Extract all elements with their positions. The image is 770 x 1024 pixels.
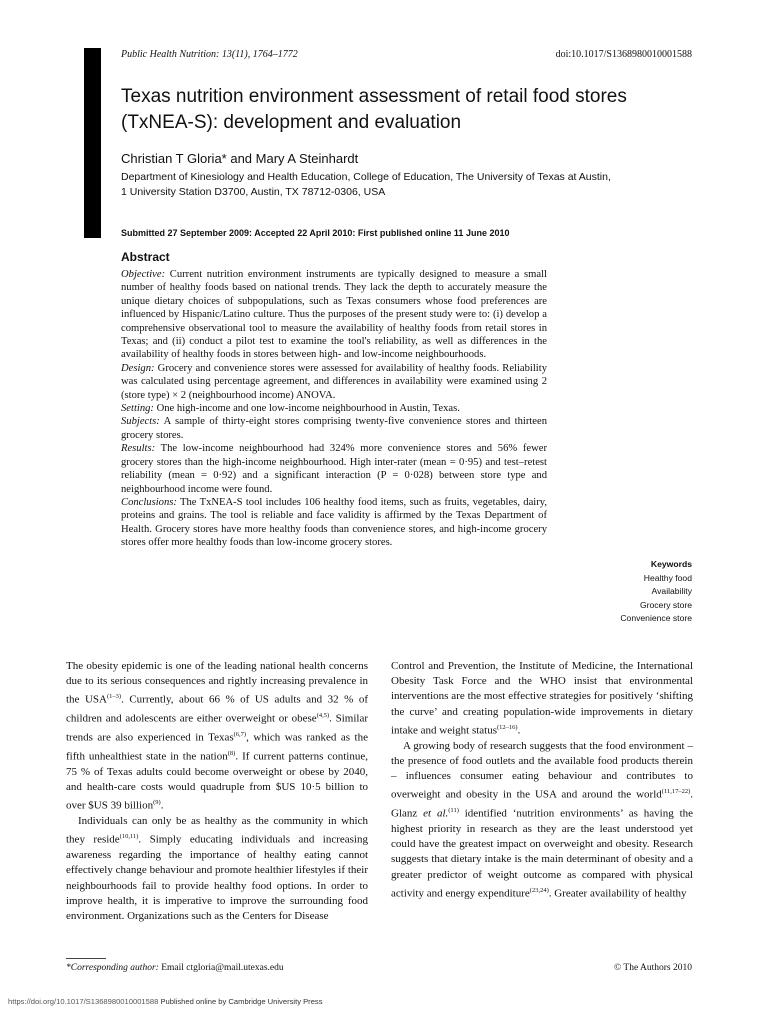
published-online-text: Published online by Cambridge University Press [158,997,323,1006]
keyword-item: Healthy food [643,572,692,583]
citation-ref[interactable]: (10,11) [119,833,139,841]
abstract-label: Setting: [121,403,154,415]
abstract-label: Results: [121,443,156,455]
body-paragraph: Individuals can only be as healthy as the community in which they reside$^{(10,11)}$. Simply educating individuals and increasing awareness regarding the importance of healthy eating cannot effectively change behaviour and promote healthier lifestyles if their neighbourhoods fail to provide healthy food options. In order to improve health, it is imperative to improve the surrounding food environment. Organizations such as the Centers for Disease [66,815,368,922]
body-paragraph: Control and Prevention, the Institute of Medicine, the International Obesity Task Force and the WHO insist that environmental interventions are the most effective strategies for positively ‘shifting the curve’ and creating population-wide improvements in dietary intake and weight status$^{(12-16)}$. [391,660,693,737]
citation-ref[interactable]: (6,7) [233,731,247,739]
article-title: Texas nutrition environment assessment of retail food stores (TxNEA-S): development and evaluation [121,86,627,133]
abstract-text: Grocery and convenience stores were assessed for availability of healthy foods. Reliability was calculated using percentage agreement, and differences in availability were examined using 2 (store type) × 2 (neighbourhood income) ANOVA. [121,362,547,401]
abstract-setting [121,402,547,415]
citation-ref[interactable]: (12–16) [497,723,518,731]
body-column-right [391,659,693,902]
doi-link[interactable]: https://doi.org/10.1017/S1368980010001588 [8,997,159,1006]
abstract-label: Subjects: [121,416,160,428]
affiliation [121,170,701,200]
abstract-conclusions [121,496,547,550]
abstract-text: The low-income neighbourhood had 324% more convenience stores and 56% fewer grocery stores than the high-income neighbourhood. High inter-rater (mean = 0·95) and test–retest reliability (mean = 0·92) and a significant interaction (P = 0·028) between store type and neighbourhood income were found. [121,443,547,495]
abstract-text: A sample of thirty-eight stores comprising twenty-five convenience stores and thirteen grocery stores. [121,416,547,441]
citation-ref[interactable]: (9) [153,799,161,807]
abstract-label: Design: [121,362,155,374]
cambridge-footer [8,997,323,1006]
citation-ref[interactable]: (1–3) [106,693,122,701]
citation-ref[interactable]: (11,17–22) [661,788,691,796]
citation-ref[interactable]: (23,24) [529,886,549,894]
abstract-design [121,362,547,402]
keywords-box [572,558,692,626]
abstract-subjects [121,415,547,442]
citation-ref[interactable]: (11) [448,807,459,815]
keywords-heading: Keywords [650,559,692,569]
abstract-heading: Abstract [121,250,170,264]
authors: Christian T Gloria* and Mary A Steinhardt [121,151,359,166]
copyright-notice: © The Authors 2010 [613,963,692,973]
citation-ref[interactable]: (8) [227,749,236,757]
affiliation-line-2: 1 University Station D3700, Austin, TX 78712-0306, USA [121,186,386,198]
abstract-results [121,442,547,496]
body-paragraph: The obesity epidemic is one of the leading national health concerns due to its serious consequences and rightly increasing prevalence in the USA$^{(1-3)}$. Currently, about 66 % of US adults and 32 % of children and adolescents are either overweight or obese$^{(4,5)}$. Similar trends are also experienced in Texas$^{(6,7)}$, which was ranked as the fifth unhealthiest state in the nation$^{(8)}$. If current patterns continue, 75 % of Texas adults could become overweight or obese by 2040, and health-care costs would quadruple from $US 10·5 billion to over $US 39 billion$^{(9)}$. [66,660,368,812]
footnote-rule [66,958,106,959]
abstract-body [121,268,547,550]
abstract-text: Current nutrition environment instruments are typically designed to measure a small number of healthy foods based on national trends. They lack the depth to accurately measure the unique dietary choices of subpopulations, such as Texas consumers whose food preferences are influenced by Hispanic/Latino culture. Thus the purposes of the present study were to: (i) develop a comprehensive observational tool to measure the availability of healthy foods from retail stores in Texas; and (ii) conduct a pilot test to examine the tool's reliability, as well as differences in the availability of healthy foods in stores between high- and low-income neighbourhoods. [121,269,547,361]
citation-ref[interactable]: (4,5) [316,712,330,720]
affiliation-line-1: Department of Kinesiology and Health Education, College of Education, The University of Texas at Austin, [121,171,611,183]
abstract-label: Objective: [121,269,166,280]
body-column-left [66,659,368,924]
keyword-item: Grocery store [639,599,692,610]
submission-dates: Submitted 27 September 2009: Accepted 22 April 2010: First published online 11 June 2010 [121,228,510,238]
black-margin-bar [84,48,101,238]
keyword-item: Availability [651,586,692,596]
corresponding-author-footnote: *Corresponding author: Email ctgloria@mail.utexas.edu [66,963,284,973]
abstract-text: One high-income and one low-income neighbourhood in Austin, Texas. [153,403,460,415]
keyword-item: Convenience store [620,613,692,623]
abstract-text: The TxNEA-S tool includes 106 healthy food items, such as fruits, vegetables, dairy, proteins and grains. The tool is reliable and face validity is affirmed by the Texas Department of Health. Grocery stores have more healthy foods than convenience stores, and high-income grocery stores offer more healthy foods than low-income grocery stores. [121,496,547,549]
body-paragraph: A growing body of research suggests that the food environment – the presence of food outlets and the available food products therein – influences consumer eating behaviour and contributes to overweight and obesity in the USA and around the world$^{(11,17-22)}$. Glanz et al.$^{(11)}$ identified ‘nutrition environments’ as having the highest priority in research as they are the least understood yet could have the greatest impact on overweight and obesity. Research suggests that dietary intake is the main determinant of obesity and a greater predictor of weight outcome as compared with physical activity and energy expenditure$^{(23,24)}$. Greater availability of healthy [391,739,694,900]
doi-header[interactable]: doi:10.1017/S1368980010001588 [555,49,692,60]
journal-citation: Public Health Nutrition: 13(11), 1764–1772 [121,49,298,60]
abstract-objective [121,268,547,362]
abstract-label: Conclusions: [121,496,177,508]
